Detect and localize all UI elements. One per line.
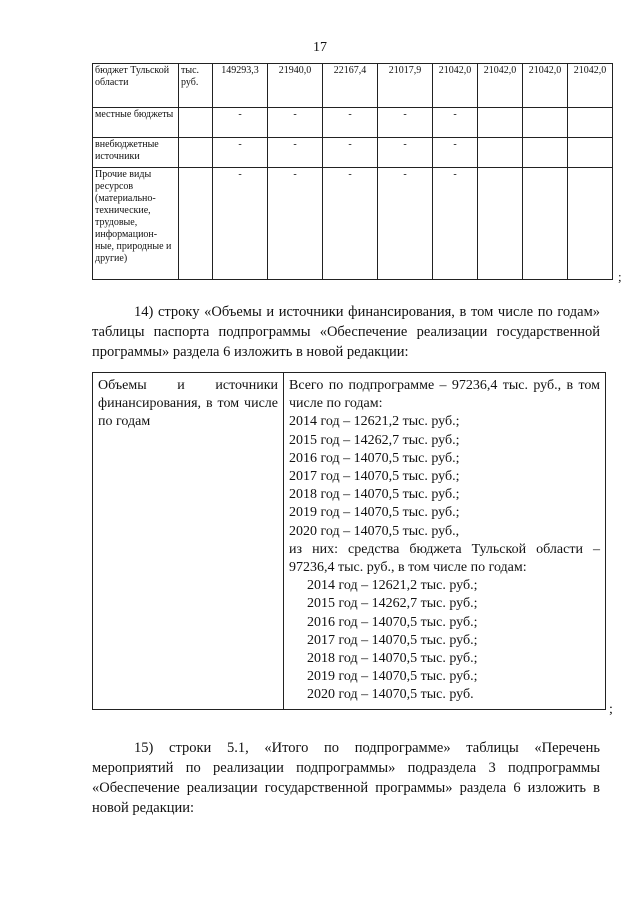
table-cell: - [213,168,268,280]
table-cell [478,138,523,168]
table-cell: 21017,9 [378,64,433,108]
row-unit [179,108,213,138]
table-cell: 22167,4 [323,64,378,108]
table-cell: - [268,168,323,280]
row-name: бюджет Тульской области [93,64,179,108]
table-cell [568,138,613,168]
table-cell: - [378,108,433,138]
table-cell: - [378,138,433,168]
table1-trailing-semicolon: ; [618,269,622,284]
table-row [93,108,613,138]
sub-year-line: 2015 год – 14262,7 тыс. руб.; [307,596,478,612]
table-cell: - [323,168,378,280]
sub-year-line: 2020 год – 14070,5 тыс. руб. [307,687,474,703]
table-row [93,64,613,108]
row-name: Прочие виды ресурсов (материально-технические, трудовые, информацион-ные, природные и другие) [93,168,179,280]
table-cell: 149293,3 [213,64,268,108]
table-cell [523,138,568,168]
table-cell [478,108,523,138]
table-cell: - [268,108,323,138]
row-unit: тыс. руб. [179,64,213,108]
row-name: внебюджетные источники [93,138,179,168]
year-line: 2014 год – 12621,2 тыс. руб.; [289,414,460,430]
table-cell: - [433,108,478,138]
financing-label: Объемы и источники финансирования, в том числе по годам [93,373,284,710]
sub-year-line: 2018 год – 14070,5 тыс. руб.; [307,651,478,667]
row-unit [179,138,213,168]
table-row [93,373,606,710]
table-cell: - [213,138,268,168]
table-row [93,168,613,280]
table-cell: 21042,0 [433,64,478,108]
table-cell: - [323,138,378,168]
sub-year-line: 2019 год – 14070,5 тыс. руб.; [307,669,478,685]
sub-year-line: 2017 год – 14070,5 тыс. руб.; [307,632,478,648]
table-cell: 21940,0 [268,64,323,108]
table-cell [478,168,523,280]
table-cell [568,168,613,280]
row-name: местные бюджеты [93,108,179,138]
paragraph-15 [92,738,600,818]
paragraph-15-text: 15) строки 5.1, «Итого по подпрограмме» таблицы «Перечень мероприятий по реализации подпрограммы» подраздела 3 подпрограммы «Обеспечение реализации государственной программы» раздела 6 изложить в новой редакции: [92,740,600,816]
table-cell: - [268,138,323,168]
table-row [93,138,613,168]
financing-table [92,372,606,710]
page-number: 17 [313,40,327,55]
table-cell: - [433,168,478,280]
resources-table [92,63,613,280]
sub-year-line: 2016 год – 14070,5 тыс. руб.; [307,614,478,630]
year-line: 2019 год – 14070,5 тыс. руб.; [289,505,460,521]
year-line: 2017 год – 14070,5 тыс. руб.; [289,469,460,485]
table-cell: 21042,0 [478,64,523,108]
year-line: 2020 год – 14070,5 тыс. руб., [289,523,460,539]
table-cell: 21042,0 [568,64,613,108]
financing-sub-intro: из них: средства бюджета Тульской области – 97236,4 тыс. руб., в том числе по годам: [289,541,600,576]
year-line: 2015 год – 14262,7 тыс. руб.; [289,432,460,448]
sub-year-line: 2014 год – 12621,2 тыс. руб.; [307,578,478,594]
year-line: 2016 год – 14070,5 тыс. руб.; [289,450,460,466]
paragraph-14 [92,302,600,362]
financing-details [284,373,606,710]
table-cell: - [213,108,268,138]
paragraph-14-text: 14) строку «Объемы и источники финансирования, в том числе по годам» таблицы паспорта подпрограммы «Обеспечение реализации государственной программы» раздела 6 изложить в новой редакции: [92,304,600,360]
table2-trailing-semicolon: ; [609,702,613,717]
table-cell [568,108,613,138]
table-cell: - [378,168,433,280]
row-unit [179,168,213,280]
table-cell [523,108,568,138]
year-line: 2018 год – 14070,5 тыс. руб.; [289,487,460,503]
financing-total: Всего по подпрограмме – 97236,4 тыс. руб., в том числе по годам: [289,378,600,412]
table-cell [523,168,568,280]
table-cell: 21042,0 [523,64,568,108]
table-cell: - [323,108,378,138]
table-cell: - [433,138,478,168]
